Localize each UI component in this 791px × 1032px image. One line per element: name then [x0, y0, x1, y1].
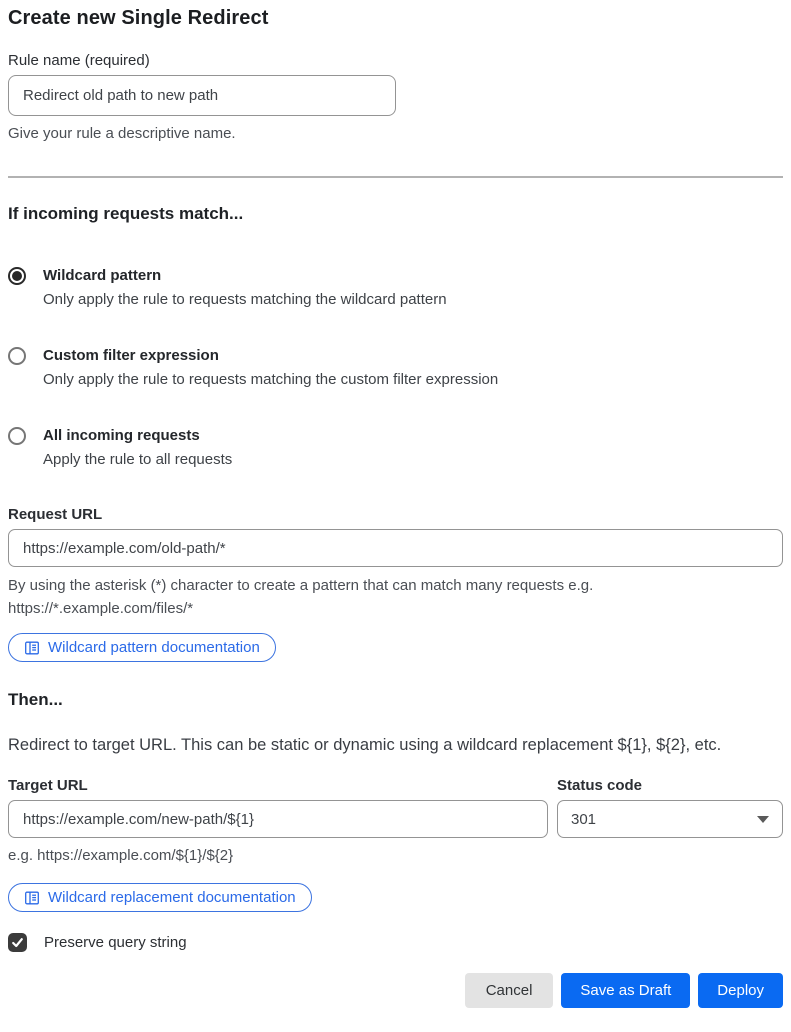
radio-button-icon[interactable]: [8, 427, 26, 445]
form-action-bar: [8, 973, 783, 1008]
rule-name-input[interactable]: [8, 75, 396, 116]
radio-option-label: Wildcard pattern: [43, 267, 162, 284]
rule-name-helper: Give your rule a descriptive name.: [8, 125, 236, 142]
target-url-input[interactable]: [8, 800, 548, 838]
preserve-query-string-row[interactable]: [8, 933, 783, 952]
rule-name-label: Rule name (required): [8, 52, 150, 69]
match-type-radio-group: [8, 266, 783, 470]
doc-button-label: Wildcard replacement documentation: [48, 889, 296, 906]
request-url-helper: [8, 574, 783, 620]
radio-option-all-incoming-requests[interactable]: [8, 426, 783, 470]
target-url-label: Target URL: [8, 777, 88, 794]
radio-option-description: Apply the rule to all requests: [43, 451, 233, 468]
request-url-label: Request URL: [8, 506, 103, 523]
deploy-button[interactable]: Deploy: [698, 973, 783, 1008]
request-url-helper-line2: https://*.example.com/files/*: [8, 600, 194, 617]
book-icon: [24, 640, 40, 656]
then-section-description: Redirect to target URL. This can be static or dynamic using a wildcard replacement ${1}, ${2}, etc.: [8, 736, 722, 754]
radio-button-icon[interactable]: [8, 267, 26, 285]
radio-option-custom-filter-expression[interactable]: [8, 346, 783, 390]
chevron-down-icon: [757, 816, 769, 823]
save-as-draft-button[interactable]: Save as Draft: [561, 973, 690, 1008]
status-code-select[interactable]: [557, 800, 783, 838]
request-url-input[interactable]: [8, 529, 783, 567]
section-divider: [8, 176, 783, 178]
radio-option-label: Custom filter expression: [43, 347, 219, 364]
target-url-helper: e.g. https://example.com/${1}/${2}: [8, 847, 234, 864]
book-icon: [24, 890, 40, 906]
radio-option-description: Only apply the rule to requests matching the wildcard pattern: [43, 291, 447, 308]
radio-option-label: All incoming requests: [43, 427, 200, 444]
radio-option-wildcard-pattern[interactable]: [8, 266, 783, 310]
radio-button-icon[interactable]: [8, 347, 26, 365]
status-code-value: 301: [571, 810, 597, 828]
wildcard-replacement-documentation-button[interactable]: [8, 883, 312, 912]
wildcard-pattern-documentation-button[interactable]: [8, 633, 276, 662]
target-url-status-row: [8, 763, 783, 867]
cancel-button[interactable]: Cancel: [465, 973, 554, 1008]
radio-option-description: Only apply the rule to requests matching the custom filter expression: [43, 371, 499, 388]
page-title: Create new Single Redirect: [8, 7, 269, 29]
request-url-helper-line1: By using the asterisk (*) character to create a pattern that can match many requests e.g.: [8, 577, 594, 594]
doc-button-label: Wildcard pattern documentation: [48, 639, 260, 656]
checkbox-checked-icon[interactable]: [8, 933, 27, 952]
then-section-heading: Then...: [8, 690, 63, 709]
preserve-query-string-label: Preserve query string: [44, 934, 187, 951]
status-code-label: Status code: [557, 777, 643, 794]
match-section-heading: If incoming requests match...: [8, 204, 244, 223]
